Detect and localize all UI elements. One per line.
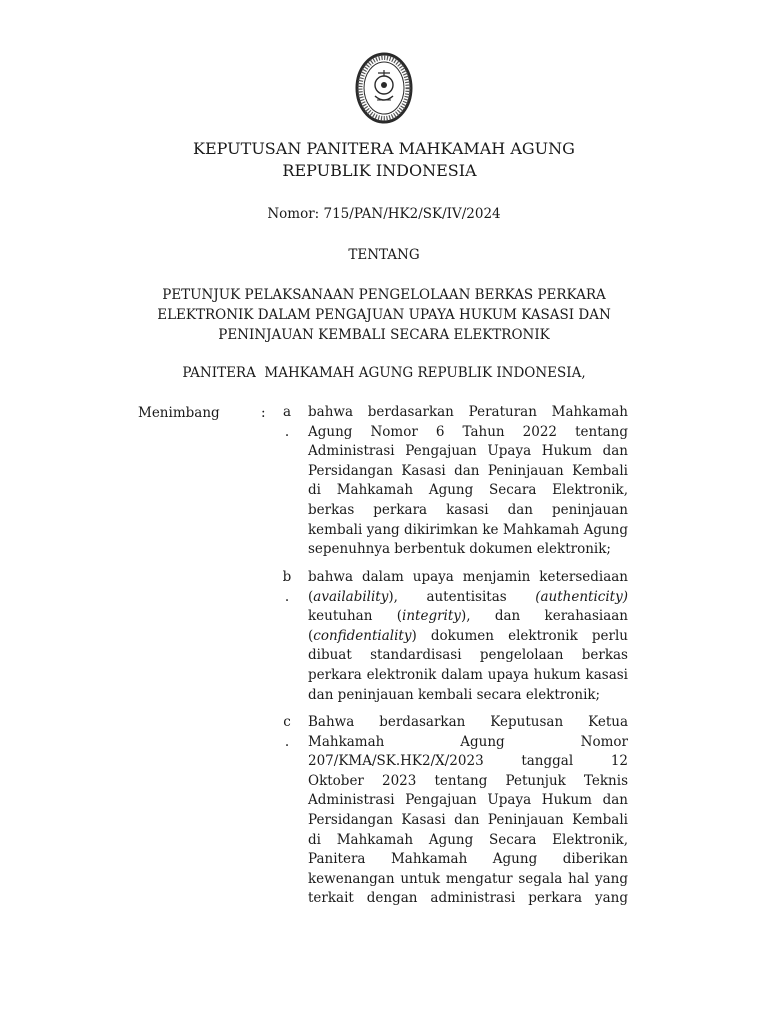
subject-line: PETUNJUK PELAKSANAAN PENGELOLAAN BERKAS PERKARA	[162, 287, 606, 303]
issuer-line: PANITERA MAHKAMAH AGUNG REPUBLIK INDONESIA,	[182, 365, 586, 381]
document-title	[0, 138, 768, 182]
item-line: 207/KMA/SK.HK2/X/2023 tanggal 12	[308, 753, 628, 770]
item-text: Bahwa berdasarkan Keputusan Ketua Mahkamah Agung Nomor 207/KMA/SK.HK2/X/2023 tanggal 12 Oktober 2023 tentang Petunjuk Teknis Administrasi Pengajuan Upaya Hukum dan Persidangan Kasasi dan Peninjauan Kembali di Mahkamah Agung Secara Elektronik, Panitera Mahkamah Agung diberikan kewenangan untuk mengatur segala hal yang terkait dengan administrasi perkara yang	[308, 714, 628, 907]
item-marker: b .	[282, 569, 292, 605]
item-marker: c .	[283, 714, 291, 750]
title-line-2: REPUBLIK INDONESIA	[282, 161, 477, 180]
item-marker: a .	[282, 404, 292, 440]
item-line: (confidentiality) dokumen elektronik perlu	[308, 627, 628, 644]
decree-number: Nomor: 715/PAN/HK2/SK/IV/2024	[267, 206, 501, 222]
subject-line: ELEKTRONIK DALAM PENGAJUAN UPAYA HUKUM KASASI DAN	[157, 307, 611, 323]
item-line: (availability), autentisitas (authenticity)	[308, 588, 628, 605]
decree-subject	[0, 285, 768, 345]
menimbang-label: Menimbang	[138, 405, 220, 421]
item-text: bahwa dalam upaya menjamin ketersediaan (availability), autentisitas (authenticity) keutuhan (integrity), dan kerahasiaan (confidentiality) dokumen elektronik perlu dibuat standardisasi pengelolaan berkas perkara elektronik dalam upaya hukum kasasi dan peninjauan kembali secara elektronik;	[308, 569, 628, 703]
item-line: Mahkamah Agung Nomor	[308, 733, 628, 750]
menimbang-colon: :	[261, 405, 266, 421]
title-line-1: KEPUTUSAN PANITERA MAHKAMAH AGUNG	[193, 139, 575, 158]
item-line: keutuhan (integrity), dan kerahasiaan	[308, 608, 628, 625]
mahkamah-agung-emblem-icon	[355, 52, 413, 124]
subject-line: PENINJAUAN KEMBALI SECARA ELEKTRONIK	[218, 327, 550, 343]
item-text: bahwa berdasarkan Peraturan Mahkamah Agung Nomor 6 Tahun 2022 tentang Administrasi Pengajuan Upaya Hukum dan Persidangan Kasasi dan Peninjauan Kembali di Mahkamah Agung Secara Elektronik, berkas perkara kasasi dan peninjauan kembali yang dikirimkan ke Mahkamah Agung sepenuhnya berbentuk dokumen elektronik;	[308, 404, 628, 558]
tentang-heading: TENTANG	[348, 247, 420, 263]
